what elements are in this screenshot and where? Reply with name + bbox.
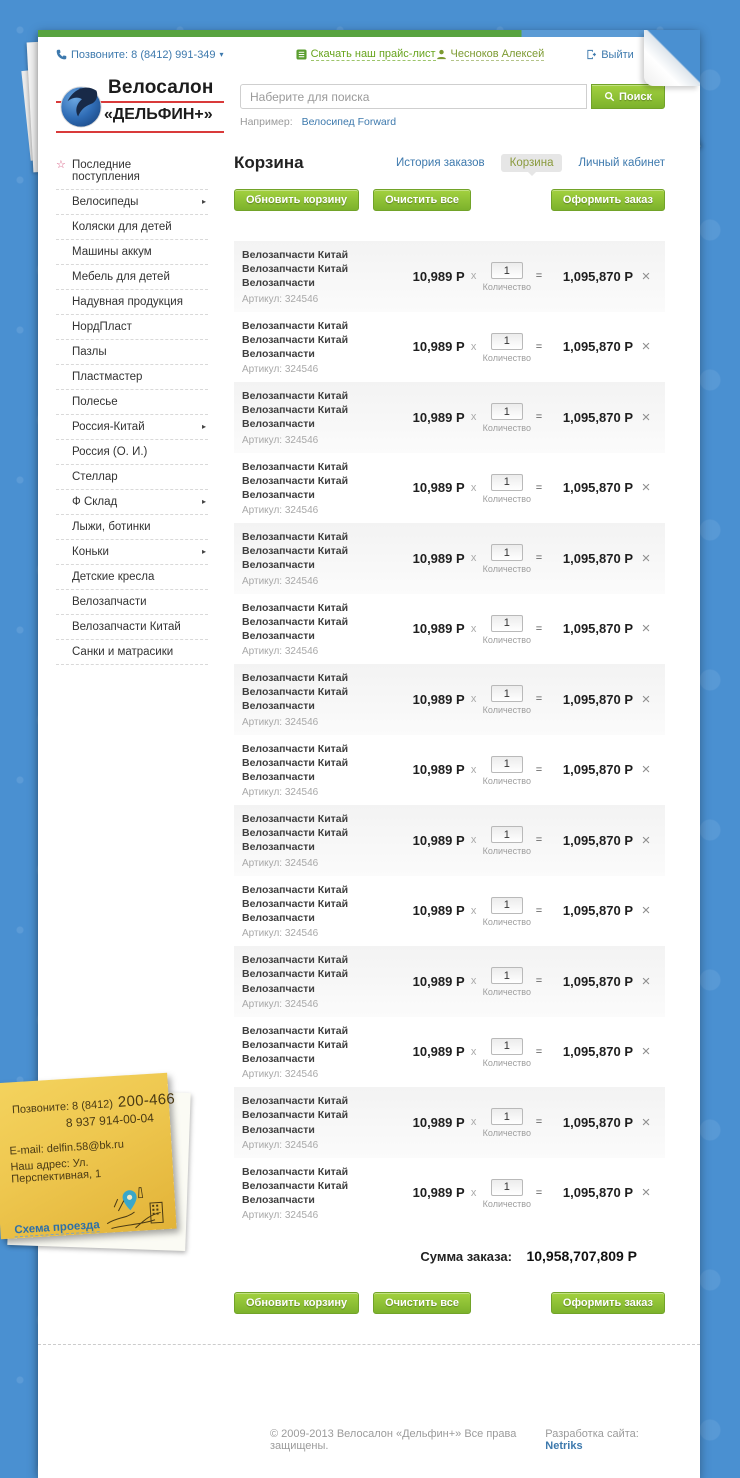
item-info <box>242 1024 395 1081</box>
item-total: 1,095,870 Р <box>562 832 633 848</box>
sidebar-item[interactable] <box>56 540 208 565</box>
remove-item-icon[interactable]: × <box>641 761 651 779</box>
item-sku: Артикул: 324546 <box>242 1069 319 1081</box>
clear-all-button[interactable]: Очистить все <box>373 1292 471 1314</box>
multiply-sign: x <box>470 1045 477 1058</box>
header-right <box>240 75 665 139</box>
equals-sign: = <box>535 693 543 706</box>
quantity-label: Количество <box>482 493 531 504</box>
item-sku: Артикул: 324546 <box>242 1210 319 1222</box>
quantity-block <box>483 543 531 575</box>
sidebar-item-label: НордПласт <box>72 321 132 333</box>
item-title-link[interactable]: Велозапчасти Китай Велозапчасти Китай Велозапчасти <box>242 813 349 854</box>
copyright: © 2009-2013 Велосалон «Дельфин+» Все права защищены. <box>270 1428 517 1453</box>
remove-item-icon[interactable]: × <box>641 972 651 990</box>
quantity-label: Количество <box>482 705 531 716</box>
equals-sign: = <box>535 1186 543 1199</box>
quantity-input[interactable] <box>491 685 523 702</box>
example-label: Например: <box>240 116 293 128</box>
search-icon <box>604 91 615 102</box>
remove-item-icon[interactable]: × <box>641 1184 651 1202</box>
note-phone-number: 200-466 <box>117 1090 176 1111</box>
item-title-link[interactable]: Велозапчасти Китай Велозапчасти Китай Велозапчасти <box>242 319 349 360</box>
cart-item-row <box>234 946 665 1017</box>
quantity-input[interactable] <box>491 826 523 843</box>
remove-item-icon[interactable]: × <box>641 690 651 708</box>
quantity-block <box>483 1177 531 1209</box>
item-total: 1,095,870 Р <box>562 691 633 707</box>
equals-sign: = <box>535 975 543 988</box>
footer-links-row-2 <box>270 1380 665 1382</box>
item-sku: Артикул: 324546 <box>242 505 319 517</box>
quantity-label: Количество <box>482 352 531 363</box>
user-name: Чесноков Алексей <box>450 48 545 60</box>
sidebar-item[interactable] <box>56 565 208 590</box>
cart-item-row <box>234 594 665 665</box>
update-cart-button[interactable]: Обновить корзину <box>234 1292 359 1314</box>
sidebar-item-label: Велосипеды <box>72 196 139 208</box>
sidebar-item-label: Мебель для детей <box>72 271 170 283</box>
multiply-sign: x <box>470 481 477 494</box>
credit-label: Разработка сайта: <box>545 1428 639 1441</box>
sidebar-item-label: Машины аккум <box>72 246 152 258</box>
equals-sign: = <box>535 763 543 776</box>
quantity-input[interactable] <box>491 756 523 773</box>
sidebar-item[interactable] <box>56 490 208 515</box>
search-input[interactable] <box>240 84 587 109</box>
order-sum-label: Сумма заказа: <box>420 1249 512 1265</box>
multiply-sign: x <box>470 904 477 917</box>
order-sum-value: 10,958,707,809 Р <box>526 1248 637 1265</box>
item-info <box>242 1094 395 1151</box>
chevron-right-icon: ▸ <box>201 422 206 431</box>
item-price: 10,989 Р <box>412 268 465 284</box>
equals-sign: = <box>535 552 543 565</box>
item-title-link[interactable]: Велозапчасти Китай Велозапчасти Китай Велозапчасти <box>242 1024 349 1066</box>
order-sum <box>234 1248 665 1266</box>
note-bottom-row <box>12 1184 164 1237</box>
item-info <box>242 812 395 869</box>
multiply-sign: x <box>470 1186 477 1199</box>
user-icon <box>436 49 447 60</box>
item-info <box>242 1165 395 1222</box>
logo[interactable] <box>56 73 226 139</box>
sidebar-item-label: Пластмастер <box>72 371 143 383</box>
item-total: 1,095,870 Р <box>562 339 633 355</box>
quantity-input[interactable] <box>491 403 523 420</box>
quantity-input[interactable] <box>491 615 523 632</box>
quantity-block <box>483 825 531 857</box>
item-sku: Артикул: 324546 <box>242 1139 319 1151</box>
account-tabs <box>396 154 665 172</box>
quantity-block <box>483 1107 531 1139</box>
footer-links-row-1 <box>270 1361 665 1363</box>
item-info <box>242 319 395 376</box>
phone-icon <box>56 49 67 60</box>
search-button[interactable] <box>591 84 665 109</box>
item-sku: Артикул: 324546 <box>242 646 319 658</box>
multiply-sign: x <box>470 622 477 635</box>
multiply-sign: x <box>470 270 477 283</box>
remove-item-icon[interactable]: × <box>641 338 651 356</box>
item-info <box>242 460 395 517</box>
search-example <box>240 116 665 128</box>
remove-item-icon[interactable]: × <box>641 408 651 426</box>
item-sku: Артикул: 324546 <box>242 998 319 1010</box>
sidebar-item-label: Пазлы <box>72 346 107 358</box>
cart-item-row <box>234 805 665 876</box>
quantity-input[interactable] <box>491 1179 523 1196</box>
item-info <box>242 601 395 658</box>
item-price: 10,989 Р <box>412 409 465 425</box>
quantity-label: Количество <box>482 775 531 786</box>
item-price: 10,989 Р <box>412 973 465 989</box>
item-sku: Артикул: 324546 <box>242 928 319 940</box>
quantity-label: Количество <box>482 916 531 927</box>
sidebar-item[interactable] <box>56 615 208 640</box>
item-info <box>242 742 395 799</box>
item-title-link[interactable]: Велозапчасти Китай Велозапчасти Китай Велозапчасти <box>242 249 349 290</box>
sidebar-item[interactable] <box>56 315 208 340</box>
cart-page <box>234 153 665 1314</box>
quantity-label: Количество <box>482 1057 531 1068</box>
item-price: 10,989 Р <box>412 339 465 355</box>
item-title-link[interactable]: Велозапчасти Китай Велозапчасти Китай Велозапчасти <box>242 531 349 572</box>
item-price: 10,989 Р <box>412 550 465 566</box>
item-title-link[interactable]: Велозапчасти Китай Велозапчасти Китай Велозапчасти <box>242 742 349 783</box>
cart-item-row <box>234 664 665 735</box>
item-sku: Артикул: 324546 <box>242 434 319 446</box>
pricelist-label: Скачать наш прайс-лист <box>310 48 436 60</box>
item-title-link[interactable]: Велозапчасти Китай Велозапчасти Китай Велозапчасти <box>242 460 349 501</box>
sidebar-item-label: Стеллар <box>72 471 118 483</box>
page <box>38 30 700 1478</box>
multiply-sign: x <box>470 693 477 706</box>
item-total: 1,095,870 Р <box>562 621 633 637</box>
note-phone-label: Позвоните: 8 (8412) <box>11 1098 114 1117</box>
sidebar-item[interactable] <box>56 440 208 465</box>
search-bar <box>240 84 665 109</box>
tab-personal-account[interactable]: Личный кабинет <box>578 157 665 169</box>
quantity-block <box>483 613 531 645</box>
star-icon: ☆ <box>56 159 66 171</box>
chevron-right-icon: ▸ <box>201 497 206 506</box>
sidebar-item-label: Коляски для детей <box>72 221 172 233</box>
quantity-block <box>483 472 531 504</box>
sidebar-item[interactable] <box>56 240 208 265</box>
cart-item-row <box>234 382 665 453</box>
chevron-down-icon: ▾ <box>219 50 224 59</box>
quantity-block <box>483 261 531 293</box>
cart-item-row <box>234 1158 665 1229</box>
item-price: 10,989 Р <box>412 621 465 637</box>
equals-sign: = <box>535 411 543 424</box>
item-sku: Артикул: 324546 <box>242 716 319 728</box>
sidebar-item[interactable] <box>56 215 208 240</box>
sidebar-item[interactable] <box>56 390 208 415</box>
cart-item-row <box>234 1087 665 1158</box>
equals-sign: = <box>535 270 543 283</box>
item-title-link[interactable]: Велозапчасти Китай Велозапчасти Китай Велозапчасти <box>242 883 349 924</box>
remove-item-icon[interactable]: × <box>641 620 651 638</box>
cart-items <box>234 241 665 1228</box>
sidebar-item-label: Детские кресла <box>72 571 155 583</box>
quantity-label: Количество <box>482 1128 531 1139</box>
equals-sign: = <box>535 340 543 353</box>
sidebar-item-label: Коньки <box>72 546 109 558</box>
item-sku: Артикул: 324546 <box>242 293 319 305</box>
multiply-sign: x <box>470 763 477 776</box>
sidebar-item[interactable] <box>56 190 208 215</box>
site-credit <box>545 1428 665 1452</box>
item-sku: Артикул: 324546 <box>242 857 319 869</box>
sidebar-item-label: Надувная продукция <box>72 296 183 308</box>
quantity-label: Количество <box>482 423 531 434</box>
logout-link[interactable] <box>586 49 634 61</box>
logout-icon <box>586 49 597 60</box>
cart-item-row <box>234 312 665 383</box>
quantity-block <box>483 966 531 998</box>
quantity-input[interactable] <box>491 1108 523 1125</box>
quantity-input[interactable] <box>491 1038 523 1055</box>
sidebar-item[interactable] <box>56 290 208 315</box>
sidebar-item[interactable] <box>56 640 208 665</box>
equals-sign: = <box>535 904 543 917</box>
clear-all-button[interactable]: Очистить все <box>373 189 471 211</box>
user-account-link[interactable] <box>436 48 545 61</box>
example-link[interactable]: Велосипед Forward <box>301 116 397 128</box>
quantity-label: Количество <box>482 1198 531 1209</box>
equals-sign: = <box>535 1045 543 1058</box>
credit-link[interactable]: Netriks <box>545 1440 583 1453</box>
quantity-label: Количество <box>482 634 531 645</box>
item-total: 1,095,870 Р <box>562 903 633 919</box>
item-info <box>242 530 395 587</box>
item-price: 10,989 Р <box>412 1185 465 1201</box>
note-phone-2: 8 937 914-00-04 <box>65 1110 155 1131</box>
remove-item-icon[interactable]: × <box>641 479 651 497</box>
quantity-input[interactable] <box>491 897 523 914</box>
quantity-block <box>483 895 531 927</box>
note-email[interactable]: E-mail: delfin.58@bk.ru <box>9 1138 125 1158</box>
sidebar-item-label: Полесье <box>72 396 118 408</box>
sidebar-item-label: Велозапчасти Китай <box>72 621 181 633</box>
cart-header <box>234 153 665 173</box>
footer <box>38 1344 700 1478</box>
item-price: 10,989 Р <box>412 762 465 778</box>
quantity-input[interactable] <box>491 967 523 984</box>
quantity-block <box>483 684 531 716</box>
multiply-sign: x <box>470 1116 477 1129</box>
quantity-input[interactable] <box>491 544 523 561</box>
header <box>38 61 700 139</box>
sidebar-item[interactable] <box>56 265 208 290</box>
utility-bar <box>38 37 700 61</box>
quantity-input[interactable] <box>491 262 523 279</box>
multiply-sign: x <box>470 340 477 353</box>
sidebar-item[interactable] <box>56 465 208 490</box>
sidebar-item-label: Ф Склад <box>72 496 118 508</box>
equals-sign: = <box>535 481 543 494</box>
multiply-sign: x <box>470 834 477 847</box>
pricelist-link[interactable] <box>296 48 436 61</box>
multiply-sign: x <box>470 975 477 988</box>
sidebar-item[interactable] <box>56 365 208 390</box>
item-title-link[interactable]: Велозапчасти Китай Велозапчасти Китай Велозапчасти <box>242 672 349 713</box>
item-total: 1,095,870 Р <box>562 550 633 566</box>
sidebar-item[interactable] <box>56 340 208 365</box>
cart-item-row <box>234 241 665 312</box>
map-doodle-icon <box>103 1184 168 1232</box>
equals-sign: = <box>535 622 543 635</box>
phone-icon <box>7 1103 8 1114</box>
item-total: 1,095,870 Р <box>562 480 633 496</box>
item-price: 10,989 Р <box>412 1114 465 1130</box>
quantity-label: Количество <box>482 987 531 998</box>
quantity-input[interactable] <box>491 333 523 350</box>
chevron-right-icon: ▸ <box>201 547 206 556</box>
item-sku: Артикул: 324546 <box>242 364 319 376</box>
update-cart-button[interactable]: Обновить корзину <box>234 189 359 211</box>
quantity-block <box>483 331 531 363</box>
search-button-label: Поиск <box>618 90 652 103</box>
quantity-label: Количество <box>482 564 531 575</box>
cart-item-row <box>234 453 665 524</box>
tab-cart[interactable]: Корзина <box>501 154 563 172</box>
logout-label: Выйти <box>601 48 634 61</box>
item-total: 1,095,870 Р <box>562 973 633 989</box>
quantity-input[interactable] <box>491 474 523 491</box>
pricelist-icon <box>296 49 307 60</box>
equals-sign: = <box>535 834 543 847</box>
sidebar-item[interactable] <box>56 415 208 440</box>
sidebar-item-label: Россия (О. И.) <box>72 446 148 458</box>
checkout-button[interactable]: Оформить заказ <box>551 1292 665 1314</box>
top-color-strip <box>38 30 700 37</box>
item-info <box>242 389 395 446</box>
footer-bottom <box>270 1428 665 1452</box>
sidebar-item-label: Лыжи, ботинки <box>72 521 151 533</box>
logo-text-2: «ДЕЛЬФИН+» <box>104 106 213 123</box>
quantity-block <box>483 754 531 786</box>
chevron-right-icon: ▸ <box>201 197 206 206</box>
item-title-link[interactable]: Велозапчасти Китай Велозапчасти Китай Велозапчасти <box>242 1095 349 1136</box>
phone-label: Позвоните: 8 (8412) 991-349 <box>71 48 216 61</box>
sidebar-item[interactable] <box>56 515 208 540</box>
item-info <box>242 248 395 305</box>
equals-sign: = <box>535 1116 543 1129</box>
item-title-link[interactable]: Велозапчасти Китай Велозапчасти Китай Велозапчасти <box>242 954 349 995</box>
cart-actions-bottom <box>234 1292 665 1314</box>
logo-red-line <box>56 131 224 133</box>
item-info <box>242 671 395 728</box>
sidebar-item-label: Последние поступления <box>72 159 140 183</box>
item-total: 1,095,870 Р <box>562 1114 633 1130</box>
item-price: 10,989 Р <box>412 691 465 707</box>
phone-dropdown[interactable] <box>56 49 224 61</box>
quantity-block <box>483 402 531 434</box>
sidebar-item-label: Россия-Китай <box>72 421 145 433</box>
item-total: 1,095,870 Р <box>562 268 633 284</box>
item-info <box>242 953 395 1010</box>
item-price: 10,989 Р <box>412 832 465 848</box>
page-title: Корзина <box>234 153 304 172</box>
cart-item-row <box>234 523 665 594</box>
cart-item-row <box>234 876 665 947</box>
item-title-link[interactable]: Велозапчасти Китай Велозапчасти Китай Велозапчасти <box>242 1165 349 1207</box>
remove-item-icon[interactable]: × <box>641 902 651 920</box>
tab-order-history[interactable]: История заказов <box>395 157 485 169</box>
remove-item-icon[interactable]: × <box>641 549 651 567</box>
sidebar-item[interactable] <box>56 153 208 190</box>
item-title-link[interactable]: Велозапчасти Китай Велозапчасти Китай Велозапчасти <box>242 601 349 642</box>
item-sku: Артикул: 324546 <box>242 787 319 799</box>
cart-item-row <box>234 735 665 806</box>
page-curl <box>644 30 700 86</box>
remove-item-icon[interactable]: × <box>641 1043 651 1061</box>
quantity-block <box>483 1036 531 1068</box>
item-info <box>242 883 395 940</box>
item-title-link[interactable]: Велозапчасти Китай Велозапчасти Китай Велозапчасти <box>242 390 349 431</box>
item-sku: Артикул: 324546 <box>242 575 319 587</box>
item-price: 10,989 Р <box>412 903 465 919</box>
item-price: 10,989 Р <box>412 1044 465 1060</box>
checkout-button[interactable]: Оформить заказ <box>551 189 665 211</box>
note-address: Наш адрес: Ул. Перспективная, 1 <box>10 1156 102 1186</box>
item-total: 1,095,870 Р <box>562 1185 633 1201</box>
sidebar-item[interactable] <box>56 590 208 615</box>
cart-actions-top <box>234 189 665 211</box>
item-total: 1,095,870 Р <box>562 1044 633 1060</box>
contact-sticky-note <box>0 1073 177 1239</box>
item-price: 10,989 Р <box>412 480 465 496</box>
quantity-label: Количество <box>482 846 531 857</box>
cart-item-row <box>234 1017 665 1088</box>
remove-item-icon[interactable]: × <box>641 1113 651 1131</box>
dolphin-logo-icon <box>58 83 104 129</box>
route-map-link[interactable]: Схема проезда <box>14 1219 101 1237</box>
multiply-sign: x <box>470 411 477 424</box>
sidebar-item-label: Санки и матрасики <box>72 646 174 658</box>
item-total: 1,095,870 Р <box>562 762 633 778</box>
multiply-sign: x <box>470 552 477 565</box>
sidebar-item-label: Велозапчасти <box>72 596 147 608</box>
remove-item-icon[interactable]: × <box>641 831 651 849</box>
item-total: 1,095,870 Р <box>562 409 633 425</box>
logo-text-1: Велосалон <box>108 77 214 98</box>
remove-item-icon[interactable]: × <box>641 267 651 285</box>
quantity-label: Количество <box>482 282 531 292</box>
